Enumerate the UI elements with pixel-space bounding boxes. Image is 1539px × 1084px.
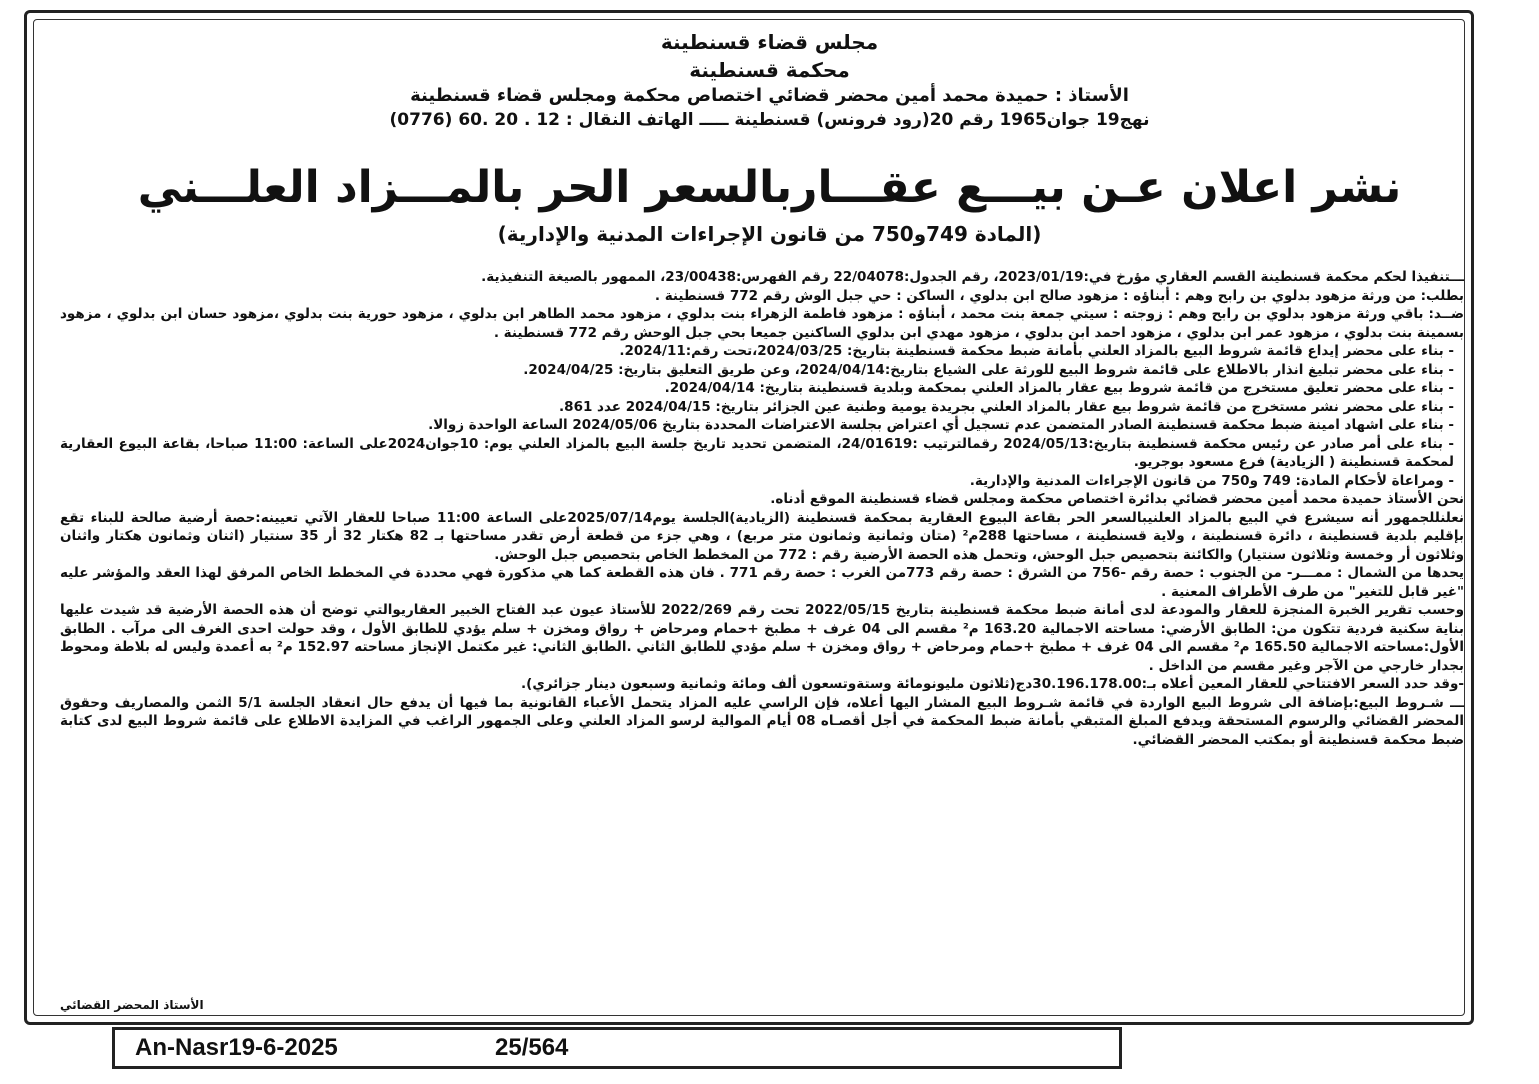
publication-reference: 25/564 <box>495 1034 569 1061</box>
body-paragraph: يحدها من الشمال : ممـــر- من الجنوب : حصة رقم -756 من الشرق : حصة رقم 773من الغرب : حصة رقم 771 . فان هذه القطعة كما هي مذكورة فهي محددة في المخطط الخاص المرفق لهذا العقد والمؤشر عليه "غير قابل للتغير" من طرف الأطراف المعنية . <box>60 565 1465 600</box>
notice-subtitle: (المادة 749و750 من قانون الإجراءات المدنية والإدارية) <box>497 222 1042 246</box>
body-paragraph: - بناء على اشهاد امينة ضبط محكمة قسنطينة الصادر المتضمن عدم تسجيل أي اعتراض بجلسة الاعتراضات المحددة بتاريخ 2024/05/06 الساعة الواحدة زوالا. <box>428 417 1454 433</box>
body-paragraph: -وقد حدد السعر الافتتاحي للعقار المعين أعلاه بـ:30.196.178.00دج(ثلاثون مليونومائة وستةوتسعون ألف ومائة وثمانية وسبعون دينار جزائري). <box>521 676 1464 692</box>
body-paragraph: ـــ شـروط البيع:بإضافة الى شروط البيع الواردة في قائمة شـروط البيع المشار اليها أعلاه، فإن الراسي عليه المزاد يتحمل الأعباء القانونية بما فيها أن يدفع حال انعقاد الجلسة 5/1 الثمن والمصاريف وحقوق المحضر القضائي والرسوم المستحقة ويدفع المبلغ المتبقي بأمانة ضبط المحكمة في أجل أقصـاه 08 أيام الموالية لرسو المزاد العلني وعلى الجمهور الراغب في المزايدة الاطلاع على قائمة شروط البيع لدى كتابة ضبط محكمة قسنطينة أو بمكتب المحضر القضائي. <box>60 694 1464 748</box>
publication-footer <box>112 1027 1122 1069</box>
body-paragraph: ضــد: باقي ورثة مزهود بدلوي بن رابح وهم : زوجته : سيتي جمعة بنت محمد ، أبناؤه : مزهود فاطمة الزهراء بنت بدلوي ، مزهود محمد الطاهر ابن بدلوي ، مزهود حورية بنت بدلوي ،مزهود حسان ابن بدلوي ، مزهود بسمينة بنت بدلوي ، مزهود عمر ابن بدلوي ، مزهود احمد ابن بدلوي ، مزهود مهدي ابن بدلوي الساكنين جميعا بحي جبل الوحش رقم 772 قسنطينة . <box>60 306 1464 341</box>
body-paragraph: بطلب: من ورثة مزهود بدلوي بن رابح وهم : أبناؤه : مزهود صالح ابن بدلوي ، الساكن : حي جبل الوش رقم 772 قسنطينة . <box>654 287 1464 304</box>
body-paragraph: - بناء على محضر تبليغ انذار بالاطلاع على قائمة شروط البيع للورثة على الشياع بتاريخ:2024/04/14، وعن طريق التعليق بتاريخ: 2024/04/25. <box>523 361 1454 378</box>
signature-label: الأستاذ المحضر القضائي <box>60 998 204 1012</box>
body-paragraph: ـــتنفيذا لحكم محكمة قسنطينة القسم العقاري مؤرخ في:2023/01/19، رقم الجدول:22/04078 رقم الفهرس:23/00438، الممهور بالصيغة التنفيذية. <box>481 269 1464 285</box>
body-paragraph: وحسب تقرير الخبرة المنجزة للعقار والمودعة لدى أمانة ضبط محكمة قسنطينة بتاريخ 2022/05/15 تحت رقم 2022/269 للأستاذ عيون عبد الفتاح الخبير العقاريوالتي توضح أن هذه الحصة الأرضية قد شيدت عليها بناية سكنية فردية تتكون من: الطابق الأرضي: مساحته الاجمالية 163.20 م² مقسم الى 04 غرف + مطبخ +حمام ومرحاض + رواق ومخزن + سلم يؤدي للطابق الأول ، وقد حولت احدى الغرف الى مرآب . الطابق الأول:مساحته الاجمالية 165.50 م² مقسم الى 04 غرف + مطبخ +حمام ومرحاض + رواق ومخزن + سلم مؤدي للطابق الثاني .الطابق الثاني: غير مكتمل الإنجاز مساحته 152.97 م² به أعمدة وليس له بلاطة ومحوط بجدار خارجي من الآجر وغير مقسم من الداخل . <box>60 602 1465 674</box>
address-line: نهج19 جوان1965 رقم 20(رود فرونس) قسنطينة ـــــ الهاتف النقال : 12 . 20 .60 (0776) <box>389 110 1150 130</box>
notice-body <box>60 268 1464 749</box>
body-paragraph: نحن الأستاذ حميدة محمد أمين محضر قضائي بدائرة اختصاص محكمة ومجلس قضاء قسنطينة الموقع أدناه. <box>770 491 1464 507</box>
bailiff-line: الأستاذ : حميدة محمد أمين محضر قضائي اختصاص محكمة ومجلس قضاء قسنطينة <box>410 85 1129 106</box>
body-paragraph: - بناء على محضر تعليق مستخرج من قائمة شروط بيع عقار بالمزاد العلني بمحكمة وبلدية قسنطينة بتاريخ: 2024/04/14. <box>664 380 1454 396</box>
court-name: محكمة قسنطينة <box>689 58 850 82</box>
body-paragraph: - ومراعاة لأحكام المادة: 749 و750 من قانون الإجراءات المدنية والإدارية. <box>969 472 1454 489</box>
notice-title: نشر اعلان عـن بيـــع عقـــاربالسعر الحر بالمـــزاد العلـــني <box>137 162 1402 213</box>
council-name: مجلس قضاء قسنطينة <box>660 30 879 54</box>
body-paragraph: - بناء على محضر نشر مستخرج من قائمة شروط بيع عقار بالمزاد العلني بجريدة يومية وطنية عين الجزائر بتاريخ: 2024/04/15 عدد 861. <box>559 398 1454 415</box>
body-paragraph: نعلنللجمهور أنه سيشرع في البيع بالمزاد العلنيبالسعر الحر بقاعة البيوع العقارية بمحكمة قسنطينة (الزيادية)الجلسة يوم2025/07/14على الساعة 11:00 صباحا للعقار الآتي تعيينه:حصة أرضية صالحة للبناء تقع بإقليم بلدية قسنطينة ، دائرة قسنطينة ، ولاية قسنطينة ، مساحتها 288م² (متان وثمانية وثمانون متر مربع) ، وهي جزء من قطعة أرض تقدر مساحتها بـ 82 هكتار 32 أر 35 سنتيار (اثنان وثمانون هكتار واثنان وثلاثون أر وخمسة وثلاثون سنتيار) والكائنة بتحصيص جبل الوحش، وتحمل هذه الحصة الأرضية رقم : 772 من المخطط الخاص بتحصيص جبل الوحش. <box>60 509 1464 563</box>
body-paragraph: - بناء على أمر صادر عن رئيس محكمة قسنطينة بتاريخ:2024/05/13 رقمالترتيب :24/01619، المتضمن تحديد تاريخ جلسة البيع بالمزاد العلني يوم: 10جوان2024على الساعة: 11:00 صباحا، بقاعة البيوع العقارية لمحكمة قسنطينة ( الزيادية) فرع مسعود بوجريو. <box>60 435 1454 470</box>
body-paragraph: - بناء على محضر إيداع قائمة شروط البيع بالمزاد العلني بأمانة ضبط محكمة قسنطينة بتاريخ: 2024/03/25،تحت رقم:2024/11. <box>619 343 1454 359</box>
notice-header <box>60 28 1479 132</box>
publication-name-date: An-Nasr19-6-2025 <box>135 1034 338 1061</box>
